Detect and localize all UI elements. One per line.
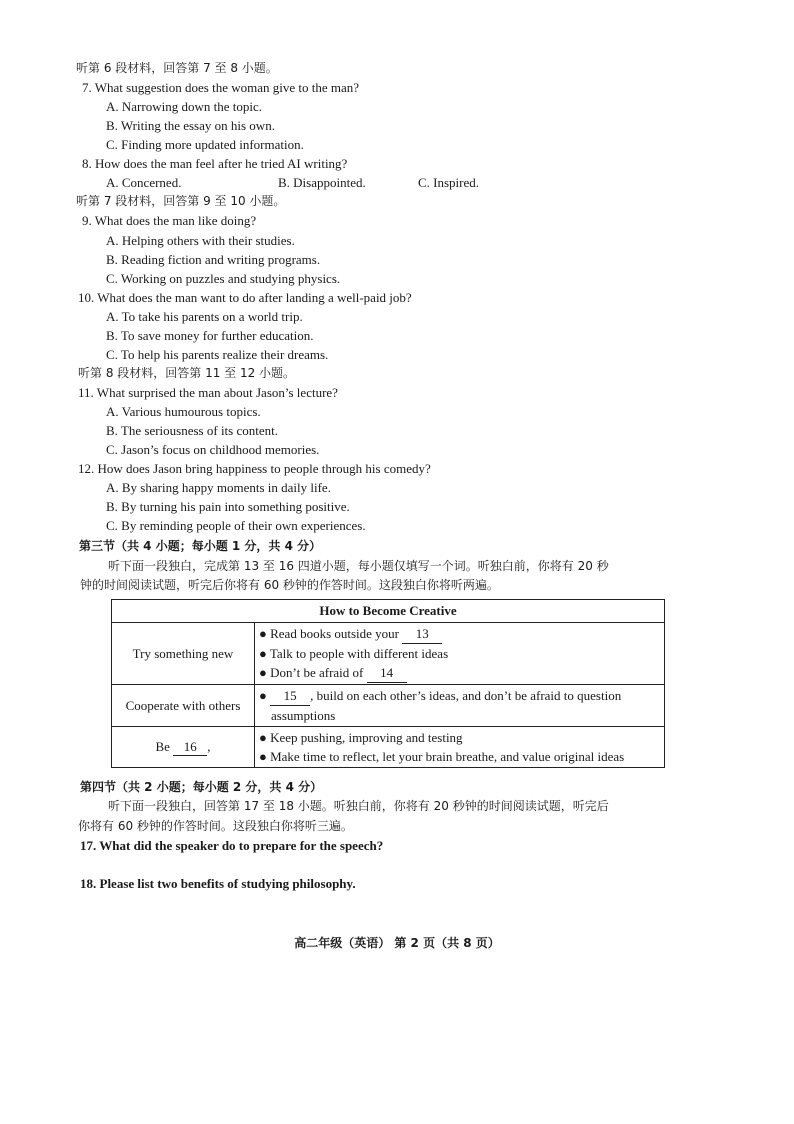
creative-table	[111, 599, 665, 768]
bullet-dont-be-afraid: ● Don’t be afraid of 14	[259, 663, 660, 683]
option-10c[interactable]: C. To help his parents realize their dreams.	[106, 347, 329, 362]
bullet-read-books: ● Read books outside your 13	[259, 624, 660, 644]
question-number: 9.	[82, 213, 92, 228]
row-content-be	[255, 727, 665, 768]
option-12c[interactable]: C. By reminding people of their own experiences.	[106, 518, 366, 533]
option-11b[interactable]: B. The seriousness of its content.	[106, 423, 278, 438]
part4-instruction-cont: 你将有 60 秒钟的作答时间。这段独白你将听三遍。	[78, 819, 353, 833]
blank-14[interactable]: 14	[367, 663, 407, 683]
question-11	[78, 384, 338, 401]
option-8a[interactable]: A. Concerned.	[106, 175, 182, 190]
question-17	[80, 837, 383, 854]
question-text: What does the man like doing?	[94, 213, 257, 228]
question-number: 7.	[82, 80, 92, 95]
row-label-try-something-new: Try something new	[112, 623, 255, 685]
row-content-try-something-new	[255, 623, 665, 685]
row-label-cooperate: Cooperate with others	[112, 685, 255, 727]
question-number: 10.	[78, 290, 95, 305]
option-12b[interactable]: B. By turning his pain into something positive.	[106, 499, 350, 514]
part4-heading: 第四节（共 2 小题；每小题 2 分，共 4 分）	[80, 780, 323, 794]
question-12	[78, 460, 431, 477]
row-content-cooperate	[255, 685, 665, 727]
question-text: What surprised the man about Jason’s lecture?	[96, 385, 338, 400]
option-8c[interactable]: C. Inspired.	[418, 175, 480, 190]
question-18	[80, 875, 356, 892]
blank-15[interactable]: 15	[270, 686, 310, 706]
question-text: What does the man want to do after landing a well-paid job?	[97, 290, 412, 305]
part3-instruction-cont: 钟的时间阅读试题，听完后你将有 60 秒钟的作答时间。这段独白你将听两遍。	[80, 578, 499, 592]
option-9b[interactable]: B. Reading fiction and writing programs.	[106, 252, 321, 267]
option-9c[interactable]: C. Working on puzzles and studying physics.	[106, 271, 341, 286]
part3-instruction: 听下面一段独白，完成第 13 至 16 四道小题，每小题仅填写一个词。听独白前，你将有 20 秒	[108, 559, 609, 573]
bullet-make-time: ● Make time to reflect, let your brain breathe, and value original ideas	[259, 749, 625, 764]
page-footer: 高二年级（英语） 第 2 页（共 8 页）	[294, 936, 500, 950]
option-10b[interactable]: B. To save money for further education.	[106, 328, 314, 343]
option-9a[interactable]: A. Helping others with their studies.	[106, 233, 295, 248]
blank-16[interactable]: 16	[173, 739, 207, 756]
row-label-be-blank: Be 16 ,	[112, 727, 255, 768]
bullet-assumptions: assumptions	[271, 708, 336, 723]
option-7b[interactable]: B. Writing the essay on his own.	[106, 118, 275, 133]
question-9	[82, 212, 256, 229]
bullet-talk-people: ● Talk to people with different ideas	[259, 646, 449, 661]
question-text: How does the man feel after he tried AI writing?	[95, 156, 348, 171]
question-text: What suggestion does the woman give to the man?	[94, 80, 360, 95]
question-text: How does Jason bring happiness to people through his comedy?	[97, 461, 431, 476]
part3-heading: 第三节（共 4 小题；每小题 1 分，共 4 分）	[79, 539, 322, 553]
section8-intro: 听第 8 段材料，回答第 11 至 12 小题。	[78, 366, 296, 380]
table-title: How to Become Creative	[112, 600, 665, 623]
question-text: What did the speaker do to prepare for the speech?	[99, 838, 384, 853]
question-number: 18.	[80, 876, 97, 891]
question-10	[78, 289, 412, 306]
option-7c[interactable]: C. Finding more updated information.	[106, 137, 304, 152]
option-10a[interactable]: A. To take his parents on a world trip.	[106, 309, 303, 324]
part4-instruction: 听下面一段独白，回答第 17 至 18 小题。听独白前，你将有 20 秒钟的时间阅读试题，听完后	[108, 799, 609, 813]
question-8	[82, 155, 347, 172]
section7-intro: 听第 7 段材料，回答第 9 至 10 小题。	[76, 194, 286, 208]
bullet-keep-pushing: ● Keep pushing, improving and testing	[259, 730, 463, 745]
question-number: 11.	[78, 385, 94, 400]
option-7a[interactable]: A. Narrowing down the topic.	[106, 99, 262, 114]
section6-intro: 听第 6 段材料，回答第 7 至 8 小题。	[76, 61, 278, 75]
bullet-build-ideas: ● 15 , build on each other’s ideas, and don’t be afraid to question	[259, 686, 660, 706]
option-12a[interactable]: A. By sharing happy moments in daily life.	[106, 480, 331, 495]
option-11c[interactable]: C. Jason’s focus on childhood memories.	[106, 442, 320, 457]
option-8b[interactable]: B. Disappointed.	[278, 175, 366, 190]
question-number: 12.	[78, 461, 95, 476]
question-number: 8.	[82, 156, 92, 171]
question-text: Please list two benefits of studying philosophy.	[99, 876, 356, 891]
option-11a[interactable]: A. Various humourous topics.	[106, 404, 261, 419]
question-number: 17.	[80, 838, 97, 853]
question-7	[82, 79, 359, 96]
blank-13[interactable]: 13	[402, 624, 442, 644]
